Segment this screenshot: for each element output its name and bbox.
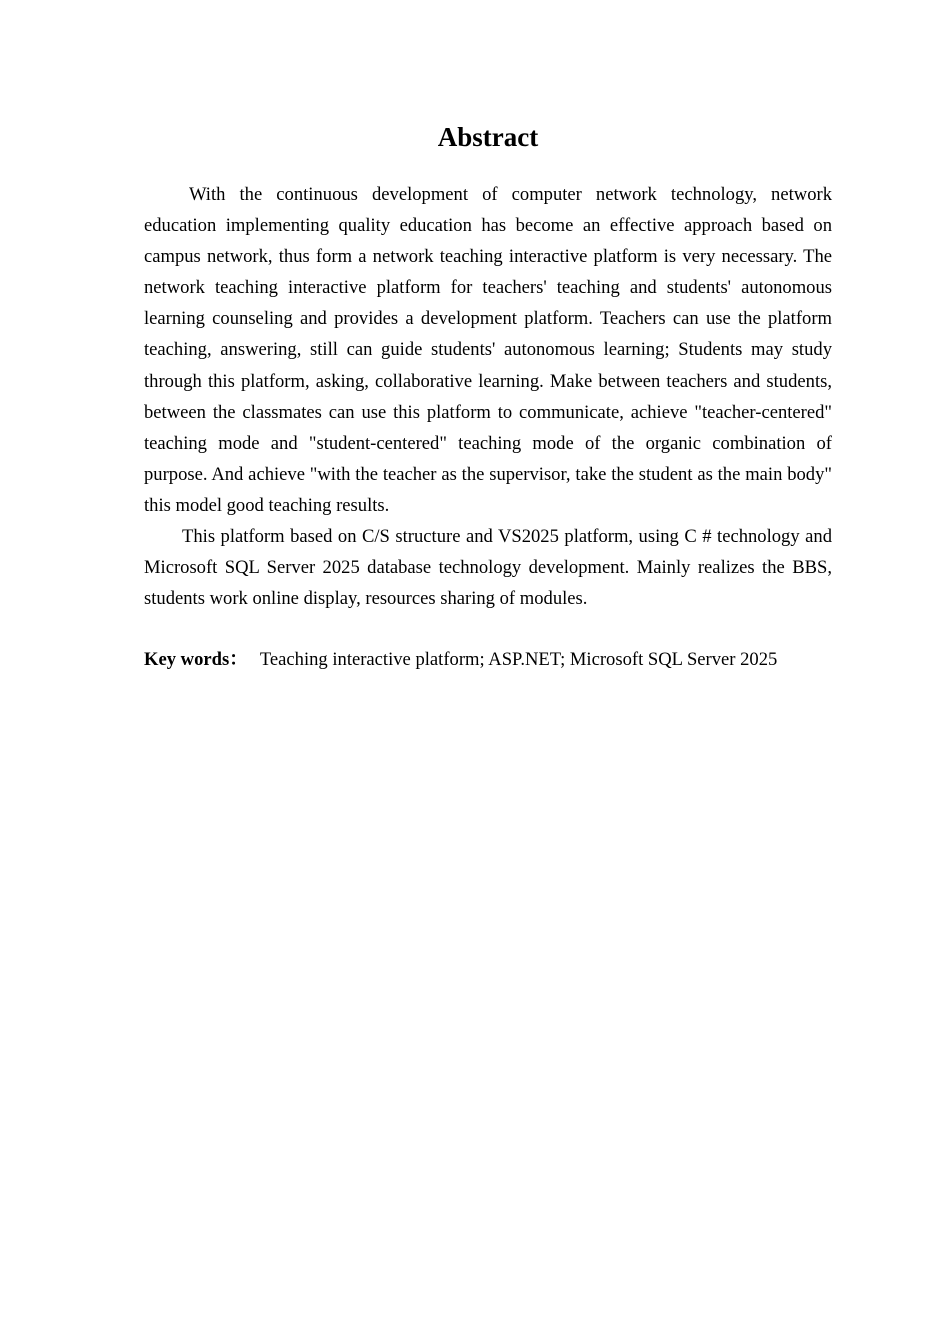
abstract-body [144,179,832,614]
abstract-paragraph-1: With the continuous development of computer network technology, network education implementing quality education has become an effective approach based on campus network, thus form a network teaching interactive platform is very necessary. The network teaching interactive platform for teachers' teaching and students' autonomous learning counseling and provides a development platform. Teachers can use the platform teaching, answering, still can guide students' autonomous learning; Students may study through this platform, asking, collaborative learning. Make between teachers and students, between the classmates can use this platform to communicate, achieve "teacher-centered" teaching mode and "student-centered" teaching mode of the organic combination of purpose. And achieve "with the teacher as the supervisor, take the student as the main body" this model good teaching results. [144,184,832,516]
abstract-paragraph-2: This platform based on C/S structure and VS2025 platform, using C # technology and Microsoft SQL Server 2025 database technology development. Mainly realizes the BBS, students work online display, resources sharing of modules. [144,526,832,610]
keywords-text: Teaching interactive platform; ASP.NET; Microsoft SQL Server 2025 [259,649,778,671]
page-title: Abstract [437,122,539,152]
keywords-label: Key words [144,649,230,671]
abstract-page [144,0,832,675]
keywords-line [144,644,832,675]
keywords-separator: ： [229,649,248,671]
